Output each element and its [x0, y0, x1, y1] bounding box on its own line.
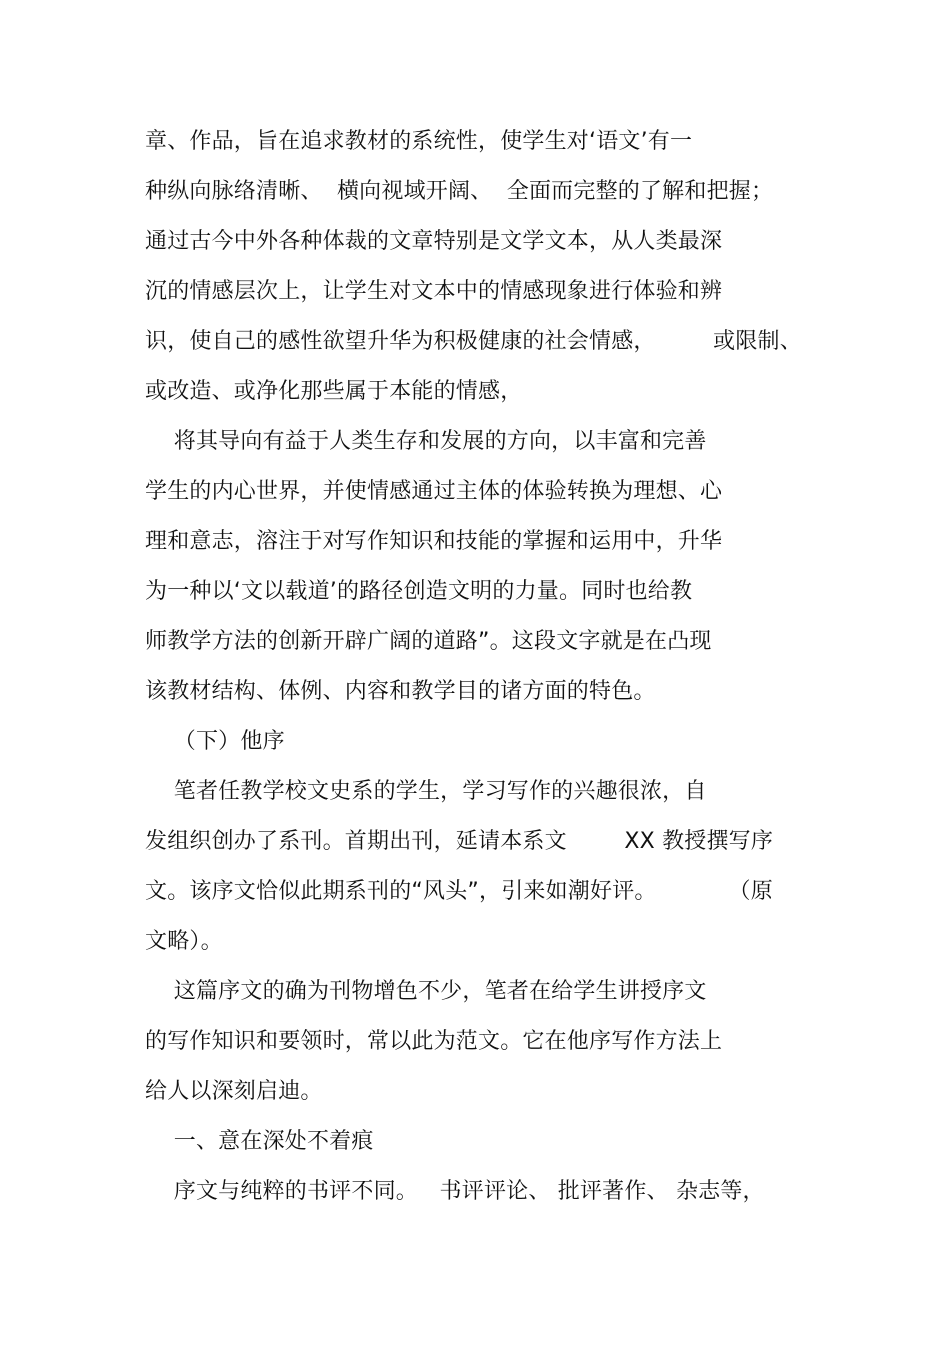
section-heading: 一、意在深处不着痕 — [145, 1129, 374, 1154]
text-line: 识，使自己的感性欲望升华为积极健康的社会情感， 或限制、 — [145, 329, 802, 354]
text-line: 为一种以‘文以载道’的路径创造文明的力量。同时也给教 — [145, 579, 693, 604]
text-line: 文略）。 — [145, 929, 223, 954]
text-line: 笔者任教学校文史系的学生，学习写作的兴趣很浓，自 — [145, 779, 707, 804]
text-line: 给人以深刻启迪。 — [145, 1079, 323, 1104]
text-line: 师教学方法的创新开辟广阔的道路”。这段文字就是在凸现 — [145, 629, 712, 654]
text-line: 理和意志，溶注于对写作知识和技能的掌握和运用中，升华 — [145, 529, 723, 554]
text-line: 通过古今中外各种体裁的文章特别是文学文本，从人类最深 — [145, 229, 723, 254]
text-line: 沉的情感层次上，让学生对文本中的情感现象进行体验和辨 — [145, 279, 723, 304]
text-line: 章、作品，旨在追求教材的系统性，使学生对‘语文’有一 — [145, 129, 693, 154]
text-line: 该教材结构、体例、内容和教学目的诸方面的特色。 — [145, 679, 656, 704]
text-line: 发组织创办了系刊。首期出刊，延请本系文 XX 教授撰写序 — [145, 829, 774, 854]
section-heading: （下）他序 — [145, 729, 285, 754]
text-line: 的写作知识和要领时，常以此为范文。它在他序写作方法上 — [145, 1029, 723, 1054]
text-line: 序文与纯粹的书评不同。 书评评论、 批评著作、 杂志等， — [145, 1179, 765, 1204]
text-line: 学生的内心世界，并使情感通过主体的体验转换为理想、心 — [145, 479, 723, 504]
text-line: 这篇序文的确为刊物增色不少，笔者在给学生讲授序文 — [145, 979, 707, 1004]
text-line: 将其导向有益于人类生存和发展的方向，以丰富和完善 — [145, 429, 707, 454]
text-line: 文。该序文恰似此期系刊的“风头”，引来如潮好评。 （原 — [145, 879, 773, 904]
text-line: 或改造、或净化那些属于本能的情感， — [145, 379, 523, 404]
text-line: 种纵向脉络清晰、 横向视域开阔、 全面而完整的了解和把握； — [145, 179, 774, 204]
